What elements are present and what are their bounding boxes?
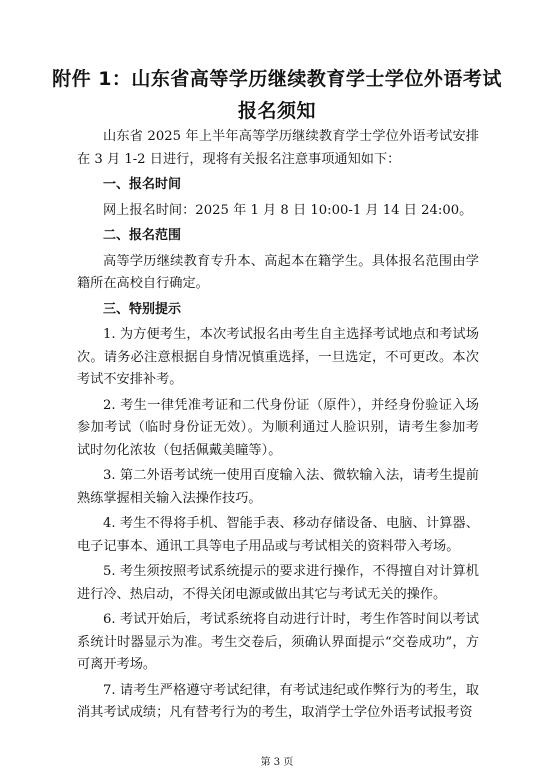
- note-item-3: 3. 第二外语考试统一使用百度输入法、微软输入法，请考生提前熟练掌握相关输入法操作技巧。: [77, 468, 479, 506]
- note-item-4: 4. 考生不得将手机、智能手表、移动存储设备、电脑、计算器、电子记事本、通讯工具等电子用品或与考试相关的资料带入考场。: [77, 516, 479, 554]
- note-item-1: 1. 为方便考生，本次考试报名由考生自主选择考试地点和考试场次。请务必注意根据自身情况慎重选择，一旦选定，不可更改。本次考试不安排补考。: [77, 327, 479, 387]
- section-scope-paragraph: 高等学历继续教育专升本、高起本在籍学生。具体报名范围由学籍所在高校自行确定。: [77, 253, 479, 291]
- note-item-2: 2. 考生一律凭准考证和二代身份证（原件），并经身份验证入场参加考试（临时身份证无效）。为顺利通过人脸识别，请考生参加考试时勿化浓妆（包括佩戴美瞳等）。: [77, 397, 479, 458]
- page-number: 第 3 页: [260, 757, 294, 768]
- section-heading-time: 一、报名时间: [103, 177, 182, 192]
- note-item-5: 5. 考生须按照考试系统提示的要求进行操作，不得擅自对计算机进行冷、热启动，不得关闭电源或做出其它与考试无关的操作。: [77, 564, 479, 602]
- document-title-line2: 报名须知: [237, 100, 316, 122]
- document-body: [77, 126, 479, 728]
- note-item-6: 6. 考试开始后，考试系统将自动进行计时，考生作答时间以考试系统计时器显示为准。考生交卷后，须确认界面提示“交卷成功”，方可离开考场。: [77, 612, 479, 672]
- section-time-paragraph: 网上报名时间：2025 年 1 月 8 日 10:00-1 月 14 日 24:00。: [103, 202, 473, 218]
- section-heading-notes: 三、特别提示: [103, 301, 182, 317]
- intro-paragraph: 山东省 2025 年上半年高等学历继续教育学士学位外语考试安排在 3 月 1-2 日进行，现将有关报名注意事项通知如下：: [77, 129, 479, 167]
- note-item-7: 7. 请考生严格遵守考试纪律，有考试违纪或作弊行为的考生，取消其考试成绩；凡有替考行为的考生，取消学士学位外语考试报考资: [77, 682, 479, 720]
- document-title-line1: 附件 1：山东省高等学历继续教育学士学位外语考试: [52, 68, 502, 90]
- section-heading-scope: 二、报名范围: [103, 228, 182, 243]
